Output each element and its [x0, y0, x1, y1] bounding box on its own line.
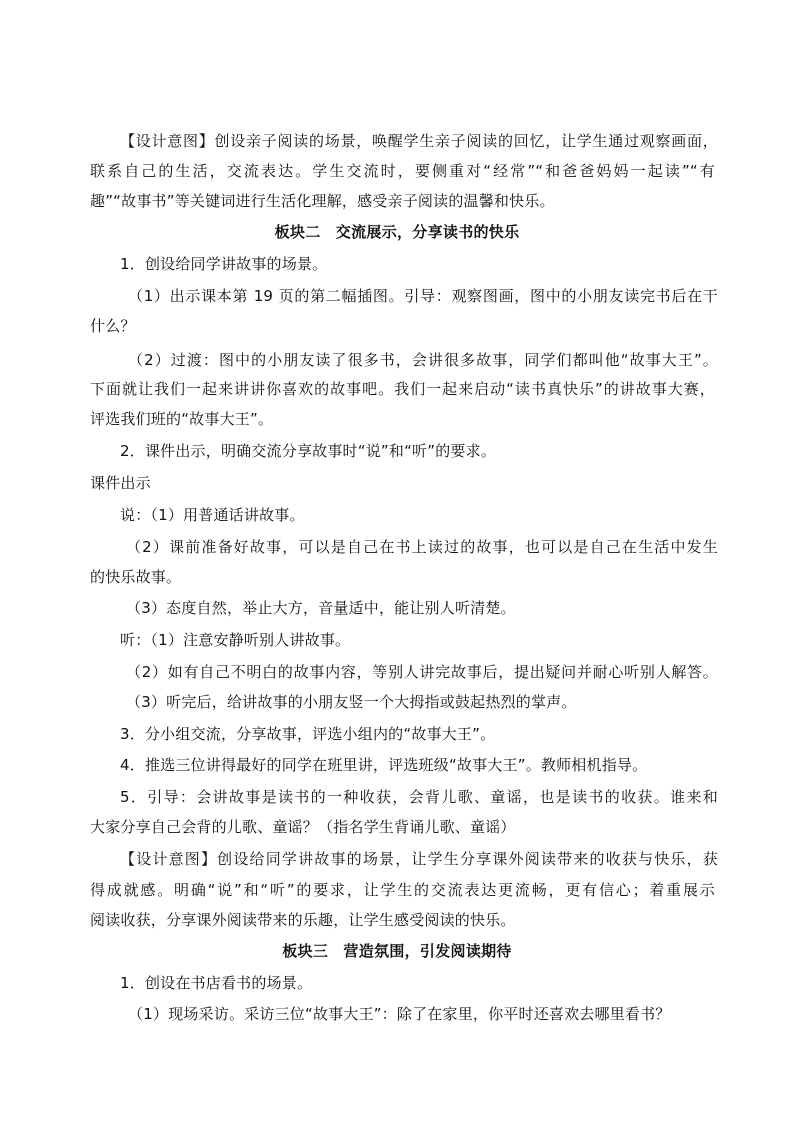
- s2-item-1-2-line-2: 下面就让我们一起来讲讲你喜欢的故事吧。我们一起来启动“读书真快乐”的讲故事大赛，: [90, 380, 715, 398]
- speak-2-line-2: 的快乐故事。: [90, 568, 182, 586]
- s2-item-1-2-line-3: 评选我们班的“故事大王”。: [90, 410, 274, 428]
- design-intent-1-line-2: 联系自己的生活，交流表达。学生交流时，要侧重对“经常”“和爸爸妈妈一起读”“有: [90, 162, 715, 180]
- listen-1: 听：（1）注意安静听别人讲故事。: [120, 631, 351, 649]
- s2-item-4: 4．推选三位讲得最好的同学在班里讲，评选班级“故事大王”。教师相机指导。: [120, 756, 648, 774]
- s3-item-1: 1．创设在书店看书的场景。: [120, 974, 313, 992]
- speak-1: 说：（1）用普通话讲故事。: [120, 506, 305, 524]
- s2-item-1-1-line-1: （1）出示课本第 19 页的第二幅插图。引导：观察图画，图中的小朋友读完书后在干: [128, 287, 718, 305]
- design-intent-1-line-3: 趣”“故事书”等关键词进行生活化理解，感受亲子阅读的温馨和快乐。: [90, 192, 555, 210]
- section-2-heading: 板块二 交流展示，分享读书的快乐: [274, 223, 520, 241]
- s2-item-1: 1．创设给同学讲故事的场景。: [120, 255, 328, 273]
- design-intent-2-line-2: 得成就感。明确“说”和“听”的要求，让学生的交流表达更流畅，更有信心；着重展示: [90, 881, 715, 899]
- design-intent-1-line-1: 【设计意图】创设亲子阅读的场景，唤醒学生亲子阅读的回忆，让学生通过观察画面，: [120, 132, 718, 150]
- s2-item-1-2-line-1: （2）过渡：图中的小朋友读了很多书，会讲很多故事，同学们都叫他“故事大王”。: [128, 351, 718, 369]
- s2-item-5-line-1: 5．引导：会讲故事是读书的一种收获，会背儿歌、童谣，也是读书的收获。谁来和: [120, 788, 718, 806]
- listen-3: （3）听完后，给讲故事的小朋友竖一个大拇指或鼓起热烈的掌声。: [126, 693, 577, 711]
- design-intent-2-line-3: 阅读收获，分享课外阅读带来的乐趣，让学生感受阅读的快乐。: [90, 911, 516, 929]
- s2-item-5-line-2: 大家分享自己会背的儿歌、童谣？（指名学生背诵儿歌、童谣）: [90, 818, 516, 836]
- s2-item-2: 2．课件出示，明确交流分享故事时“说”和“听”的要求。: [120, 442, 497, 460]
- s2-item-3: 3．分小组交流，分享故事，评选小组内的“故事大王”。: [120, 725, 496, 743]
- speak-3: （3）态度自然，举止大方，音量适中，能让别人听清楚。: [126, 599, 516, 617]
- s2-item-1-1-line-2: 什么？: [90, 317, 136, 335]
- speak-2-line-1: （2）课前准备好故事，可以是自己在书上读过的故事，也可以是自己在生活中发生: [126, 538, 718, 556]
- listen-2: （2）如有自己不明白的故事内容，等别人讲完故事后，提出疑问并耐心听别人解答。: [126, 663, 718, 681]
- design-intent-2-line-1: 【设计意图】创设给同学讲故事的场景，让学生分享课外阅读带来的收获与快乐，获: [120, 850, 718, 868]
- section-3-heading: 板块三 营造氛围，引发阅读期待: [282, 942, 512, 960]
- s3-item-1-1: （1）现场采访。采访三位“故事大王”：除了在家里，你平时还喜欢去哪里看书？: [128, 1005, 671, 1023]
- courseware-label: 课件出示: [90, 474, 151, 492]
